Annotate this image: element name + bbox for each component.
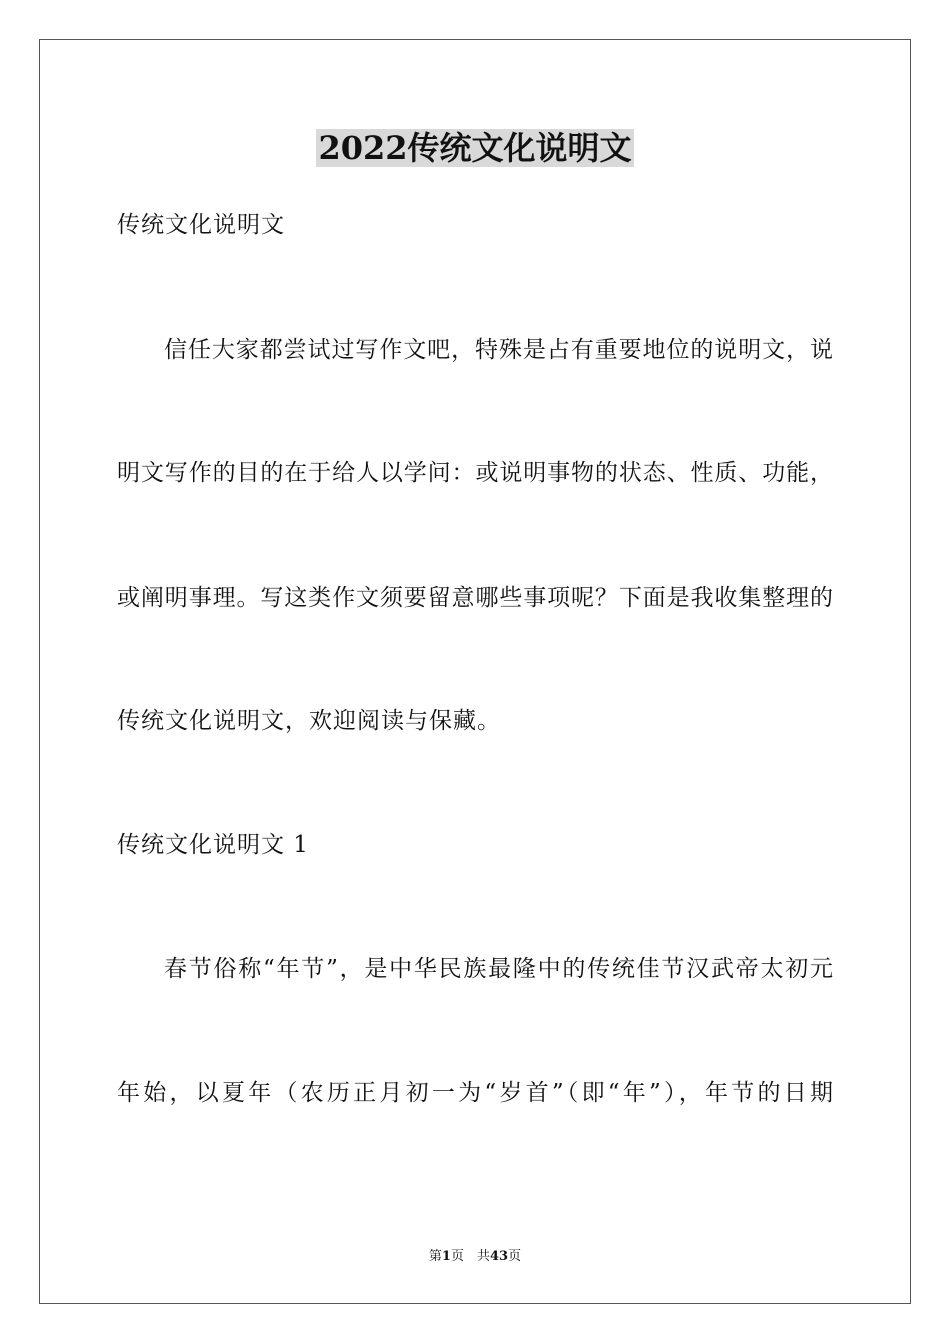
paragraph-line: 信任大家都尝试过写作文吧，特殊是占有重要地位的说明文，说 [164,337,833,363]
title-text: 2022传统文化说明文 [318,129,632,167]
section-heading: 传统文化说明文 1 [117,832,309,858]
footer-prefix: 第 [428,1249,442,1264]
footer-middle: 页 共 [450,1249,490,1264]
document-title [0,126,950,170]
paragraph-line: 传统文化说明文，欢迎阅读与保藏。 [117,708,501,734]
paragraph-line: 或阐明事理。写这类作文须要留意哪些事项呢？下面是我收集整理的 [117,585,833,611]
footer-current-page: 1 [441,1249,451,1264]
paragraph-line: 明文写作的目的在于给人以学问：或说明事物的状态、性质、功能， [117,460,833,486]
footer-total-pages: 43 [489,1249,509,1264]
paragraph-line: 春节俗称“年节”，是中华民族最隆中的传统佳节汉武帝太初元 [164,956,833,982]
paragraph-line: 年始，以夏年（农历正月初一为“岁首”（即“年”），年节的日期 [117,1080,833,1106]
page-footer [0,1248,950,1266]
subtitle-line: 传统文化说明文 [117,212,285,238]
footer-suffix: 页 [508,1249,522,1264]
